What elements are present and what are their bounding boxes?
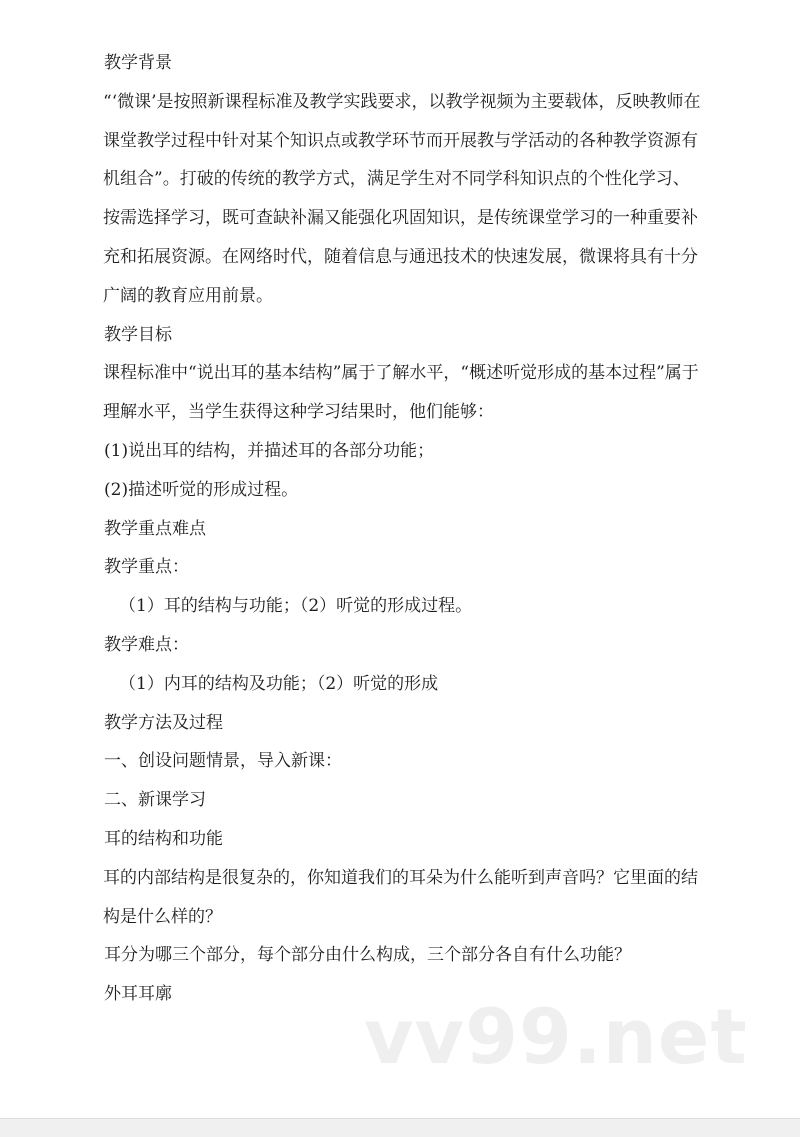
paragraph-key-points-items: （1）耳的结构与功能；（2）听觉的形成过程。 xyxy=(119,596,473,617)
paragraph-step-2: 二、新课学习 xyxy=(104,790,206,811)
paragraph-heading-key-difficult: 教学重点难点 xyxy=(104,518,206,539)
paragraph-heading-difficulties: 教学难点： xyxy=(104,634,189,655)
paragraph-heading-background: 教学背景 xyxy=(104,53,172,73)
paragraph-background-body: “‘微课’是按照新课程标准及教学实践要求，以教学视频为主要载体，反映教师在课堂教学过程中针对某个知识点或教学环节而开展教与学活动的各种教学资源有机组合”。打破的传统的教学方式，满足学生对不同学科知识点的个性化学习、按需选择学习，既可查缺补漏又能强化巩固知识，是传统课堂学习的一种重要补充和拓展资源。在网络时代，随着信息与通迅技术的快速发展，微课将具有十分广阔的教育应用前景。 xyxy=(103,91,701,306)
paragraph-goals-body: 课程标准中“说出耳的基本结构”属于了解水平，“概述听觉形成的基本过程”属于理解水平，当学生获得这种学习结果时，他们能够： xyxy=(103,363,699,423)
paragraph-goal-item-2: (2)描述听觉的形成过程。 xyxy=(104,479,299,500)
paragraph-heading-ear-structure: 耳的结构和功能 xyxy=(104,828,223,849)
paragraph-difficulties-items: （1）内耳的结构及功能；（2）听觉的形成 xyxy=(119,673,439,694)
paragraph-ear-question-1: 耳的内部结构是很复杂的，你知道我们的耳朵为什么能听到声音吗？它里面的结构是什么样的？ xyxy=(103,867,698,927)
paragraph-ear-question-2: 耳分为哪三个部分，每个部分由什么构成，三个部分各自有什么功能？ xyxy=(104,945,631,966)
document-content xyxy=(104,44,704,1014)
bottom-scroll-bar[interactable] xyxy=(0,1118,800,1137)
paragraph-outer-ear: 外耳耳廓 xyxy=(104,984,172,1005)
paragraph-heading-key-points: 教学重点： xyxy=(104,557,189,578)
paragraph-heading-goals: 教学目标 xyxy=(104,324,172,345)
paragraph-heading-methods: 教学方法及过程 xyxy=(104,712,223,733)
paragraph-goal-item-1: (1)说出耳的结构，并描述耳的各部分功能； xyxy=(104,440,435,461)
paragraph-step-1: 一、创设问题情景，导入新课： xyxy=(104,751,342,772)
watermark-logo: vv99.net xyxy=(364,992,748,1081)
